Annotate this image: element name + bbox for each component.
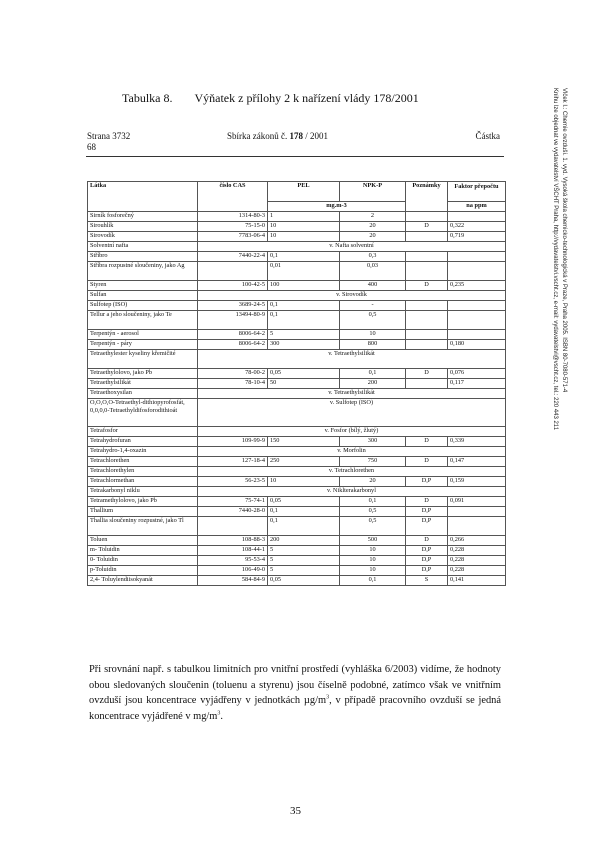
cell-f xyxy=(448,262,506,281)
cell-npk: 0,03 xyxy=(340,262,406,281)
table-caption xyxy=(122,91,419,106)
cell-name: Tellur a jeho sloučeniny, jako Te xyxy=(88,311,198,330)
cell-pel: 10 xyxy=(268,232,340,242)
cell-npk: - xyxy=(340,301,406,311)
cell-cas: 8006-64-2 xyxy=(198,330,268,340)
header-npk: NPK-P xyxy=(340,182,406,202)
cell-f: 0,117 xyxy=(448,379,506,389)
cell-cas xyxy=(198,262,268,281)
cell-pozn: D,P xyxy=(406,517,448,536)
cell-pozn: D xyxy=(406,437,448,447)
cell-name: Tetrahydrofuran xyxy=(88,437,198,447)
table-row xyxy=(88,301,506,311)
header-part: Částka xyxy=(475,131,500,141)
cell-npk: 500 xyxy=(340,536,406,546)
cell-pozn: D xyxy=(406,369,448,379)
cell-pel: 150 xyxy=(268,437,340,447)
cell-pozn: D xyxy=(406,222,448,232)
cell-pozn xyxy=(406,252,448,262)
cell-name: m- Toluidin xyxy=(88,546,198,556)
paragraph-part1: Při srovnání např. s tabulkou limitních pro vnitřní prostředí (vyhláška 6/2003) vidíme, že hodnoty obou sledovaných sloučenin (toluenu a styrenu) jsou číselně podobné, zatímco však ve vnitřním ovzduší jsou koncentrace vyjádřeny v jednotkách µg/m xyxy=(89,664,501,706)
header-unit-mg: mg.m-3 xyxy=(268,202,406,212)
cell-cas: 56-23-5 xyxy=(198,477,268,487)
limits-table xyxy=(87,181,506,586)
cell-pozn: D xyxy=(406,457,448,467)
cell-pozn xyxy=(406,330,448,340)
cell-cas: 7440-22-4 xyxy=(198,252,268,262)
cell-npk: 10 xyxy=(340,556,406,566)
cell-span: v. Tetraethylsilikát xyxy=(198,350,506,369)
cell-npk: 10 xyxy=(340,546,406,556)
cell-pozn xyxy=(406,311,448,330)
cell-f: 0,180 xyxy=(448,340,506,350)
table-row xyxy=(88,566,506,576)
cell-cas: 3689-24-5 xyxy=(198,301,268,311)
cell-pel: 5 xyxy=(268,546,340,556)
table-row xyxy=(88,507,506,517)
table-row xyxy=(88,576,506,586)
cell-f: 0,339 xyxy=(448,437,506,447)
cell-name: Stříbro xyxy=(88,252,198,262)
cell-f: 0,091 xyxy=(448,497,506,507)
cell-name: O,O,O,O-Tetraethyl-dithiopyrofosfát, 0,0,0,0-Tetraethyldifosforodithioát xyxy=(88,399,198,427)
header-divider xyxy=(86,156,504,157)
cell-f: 0,159 xyxy=(448,477,506,487)
table-row xyxy=(88,369,506,379)
cell-name: Thallium xyxy=(88,507,198,517)
cell-cas: 584-84-9 xyxy=(198,576,268,586)
cell-cas: 100-42-5 xyxy=(198,281,268,291)
cell-f: 0,076 xyxy=(448,369,506,379)
cell-pozn xyxy=(406,301,448,311)
cell-span: v. Sulfotep (ISO) xyxy=(198,399,506,427)
cell-name: Sirník fosforečný xyxy=(88,212,198,222)
cell-f: 0,141 xyxy=(448,576,506,586)
cell-name: Tetraethoxysilan xyxy=(88,389,198,399)
cell-f: 0,719 xyxy=(448,232,506,242)
cell-name: Terpentýn - páry xyxy=(88,340,198,350)
cell-span: v. Fosfor (bílý, žlutý) xyxy=(198,427,506,437)
table-row xyxy=(88,212,506,222)
body-paragraph xyxy=(89,662,501,724)
cell-f xyxy=(448,311,506,330)
cell-name: Tetrafosfor xyxy=(88,427,198,437)
cell-name: Sirovodík xyxy=(88,232,198,242)
table-row xyxy=(88,427,506,437)
cell-name: Solventní nafta xyxy=(88,242,198,252)
cell-pozn: D,P xyxy=(406,477,448,487)
cell-pel: 0,05 xyxy=(268,369,340,379)
cell-npk: 0,5 xyxy=(340,507,406,517)
cell-pel: 100 xyxy=(268,281,340,291)
table-row xyxy=(88,536,506,546)
cell-span: v. Tetraethylsilikát xyxy=(198,389,506,399)
cell-pozn: D xyxy=(406,536,448,546)
cell-npk: 0,1 xyxy=(340,497,406,507)
cell-cas: 75-15-0 xyxy=(198,222,268,232)
table-body xyxy=(88,212,506,586)
cell-npk: 800 xyxy=(340,340,406,350)
cell-pozn xyxy=(406,212,448,222)
cell-pozn: D xyxy=(406,281,448,291)
cell-name: 0- Toluidin xyxy=(88,556,198,566)
cell-name: Sulfan xyxy=(88,291,198,301)
cell-f xyxy=(448,507,506,517)
cell-span: v. Nafta solventní xyxy=(198,242,506,252)
header-page: Strana 3732 xyxy=(87,131,131,141)
cell-npk: 2 xyxy=(340,212,406,222)
cell-name: Tetrakarbonyl niklu xyxy=(88,487,198,497)
cell-f: 0,228 xyxy=(448,546,506,556)
cell-cas xyxy=(198,517,268,536)
cell-pel: 0,1 xyxy=(268,507,340,517)
cell-npk: 10 xyxy=(340,566,406,576)
table-row xyxy=(88,389,506,399)
cell-name: Tetraethylolovo, jako Pb xyxy=(88,369,198,379)
cell-cas: 78-10-4 xyxy=(198,379,268,389)
table-row xyxy=(88,291,506,301)
side-citation-line2: Knihu lze objednat ve vydavatelství VŠCHT Praha, http://vydavatelstvi.vscht.cz, e-mail: vydavatelstvi@vscht.cz, tel.: 220 443 211 xyxy=(552,88,558,431)
cell-cas: 106-49-0 xyxy=(198,566,268,576)
cell-name: Terpentýn - aerosol xyxy=(88,330,198,340)
cell-pozn: S xyxy=(406,576,448,586)
cell-name: p-Toluidin xyxy=(88,566,198,576)
cell-name: Tetramethylolovo, jako Pb xyxy=(88,497,198,507)
header-pel: PEL xyxy=(268,182,340,202)
cell-cas: 108-44-1 xyxy=(198,546,268,556)
paragraph-sup2: 3 xyxy=(217,710,221,717)
cell-pel: 0,1 xyxy=(268,311,340,330)
cell-pozn xyxy=(406,232,448,242)
cell-name: Tetrachlormethan xyxy=(88,477,198,487)
cell-f: 0,147 xyxy=(448,457,506,467)
cell-name: 2,4- Toluylendiisokyanát xyxy=(88,576,198,586)
cell-name: Tetrachlorethylen xyxy=(88,467,198,477)
table-row xyxy=(88,477,506,487)
cell-name: Tetrachlorethen xyxy=(88,457,198,467)
cell-pel: 300 xyxy=(268,340,340,350)
cell-pozn: D,P xyxy=(406,556,448,566)
page-number: 35 xyxy=(290,805,301,817)
cell-f: 0,322 xyxy=(448,222,506,232)
cell-cas: 13494-80-9 xyxy=(198,311,268,330)
cell-cas: 109-99-9 xyxy=(198,437,268,447)
cell-cas: 8006-64-2 xyxy=(198,340,268,350)
cell-f: 0,228 xyxy=(448,566,506,576)
cell-pozn xyxy=(406,379,448,389)
table-row xyxy=(88,487,506,497)
cell-pozn xyxy=(406,262,448,281)
paragraph-sup1: 3 xyxy=(326,694,330,701)
cell-span: v. Morfolin xyxy=(198,447,506,457)
table-row xyxy=(88,437,506,447)
table-row xyxy=(88,281,506,291)
table-row xyxy=(88,497,506,507)
header-unit-ppm: na ppm xyxy=(448,202,506,212)
cell-pel: 10 xyxy=(268,477,340,487)
cell-pel: 0,1 xyxy=(268,301,340,311)
cell-pozn: D,P xyxy=(406,546,448,556)
cell-pel: 0,05 xyxy=(268,497,340,507)
cell-cas: 127-18-4 xyxy=(198,457,268,467)
cell-pel: 0,01 xyxy=(268,262,340,281)
cell-name: Sulfotep (ISO) xyxy=(88,301,198,311)
cell-pozn: D,P xyxy=(406,566,448,576)
cell-f xyxy=(448,330,506,340)
table-row xyxy=(88,350,506,369)
cell-cas: 7783-06-4 xyxy=(198,232,268,242)
cell-pozn: D xyxy=(406,497,448,507)
table-row xyxy=(88,399,506,427)
cell-f: 0,228 xyxy=(448,556,506,566)
cell-cas: 78-00-2 xyxy=(198,369,268,379)
cell-pel: 1 xyxy=(268,212,340,222)
cell-pel: 5 xyxy=(268,566,340,576)
cell-name: Stříbra rozpustné sloučeniny, jako Ag xyxy=(88,262,198,281)
cell-pozn: D,P xyxy=(406,507,448,517)
table-row xyxy=(88,311,506,330)
cell-f xyxy=(448,252,506,262)
cell-f xyxy=(448,301,506,311)
cell-pel: 0,1 xyxy=(268,252,340,262)
cell-npk: 0,3 xyxy=(340,252,406,262)
table-row xyxy=(88,252,506,262)
cell-pel: 10 xyxy=(268,222,340,232)
header-page-2: 68 xyxy=(87,142,96,152)
table-row xyxy=(88,556,506,566)
paragraph-part2: , v případě pracovního ovzduší se jedná koncentrace vyjádřené v mg/m xyxy=(89,695,501,722)
table-row xyxy=(88,467,506,477)
cell-cas: 75-74-1 xyxy=(198,497,268,507)
cell-npk: 10 xyxy=(340,330,406,340)
cell-npk: 0,5 xyxy=(340,517,406,536)
cell-pel: 200 xyxy=(268,536,340,546)
table-row xyxy=(88,517,506,536)
cell-npk: 20 xyxy=(340,232,406,242)
table-row xyxy=(88,222,506,232)
cell-cas: 7440-28-0 xyxy=(198,507,268,517)
cell-name: Tetrahydro-1,4-oxazin xyxy=(88,447,198,457)
cell-npk: 400 xyxy=(340,281,406,291)
cell-cas: 95-53-4 xyxy=(198,556,268,566)
header-latka: Látka xyxy=(88,182,198,212)
paragraph-part3: . xyxy=(220,710,223,722)
table-row xyxy=(88,262,506,281)
cell-npk: 750 xyxy=(340,457,406,467)
side-citation-line1: Vlček I.: Chemie ovzduší. 1. vyd. Vysoká škola chemicko-technologická v Praze, Praha 2005. ISBN 80-7080-571-4 xyxy=(561,88,567,393)
cell-span: v. Sirovodík xyxy=(198,291,506,301)
table-row xyxy=(88,232,506,242)
header-collection: Sbírka zákonů č. 178 / 2001 xyxy=(227,131,328,141)
caption-label: Tabulka 8. xyxy=(122,91,173,105)
cell-npk: 20 xyxy=(340,477,406,487)
cell-span: v. Tetrachlorethen xyxy=(198,467,506,477)
table-row xyxy=(88,340,506,350)
caption-text: Výňatek z přílohy 2 k nařízení vlády 178/2001 xyxy=(194,91,419,105)
header-cas: číslo CAS xyxy=(198,182,268,212)
cell-cas: 108-88-3 xyxy=(198,536,268,546)
cell-name: Tetraethylester kyseliny křemičité xyxy=(88,350,198,369)
cell-npk: 200 xyxy=(340,379,406,389)
header-poznamky: Poznámky xyxy=(406,182,448,212)
table-row xyxy=(88,379,506,389)
cell-name: Toluen xyxy=(88,536,198,546)
cell-name: Sirouhlík xyxy=(88,222,198,232)
cell-name: Tetraethylsilikát xyxy=(88,379,198,389)
table-row xyxy=(88,546,506,556)
cell-cas: 1314-80-3 xyxy=(198,212,268,222)
cell-pel: 0,05 xyxy=(268,576,340,586)
cell-npk: 0,1 xyxy=(340,369,406,379)
cell-npk: 20 xyxy=(340,222,406,232)
table-row xyxy=(88,457,506,467)
header-faktor: Faktor přepočtu xyxy=(448,182,506,202)
cell-f xyxy=(448,517,506,536)
cell-pel: 5 xyxy=(268,330,340,340)
cell-f: 0,266 xyxy=(448,536,506,546)
side-citation xyxy=(550,88,568,678)
cell-npk: 0,1 xyxy=(340,576,406,586)
cell-name: Styren xyxy=(88,281,198,291)
cell-f: 0,235 xyxy=(448,281,506,291)
cell-pel: 250 xyxy=(268,457,340,467)
cell-pel: 0,1 xyxy=(268,517,340,536)
cell-npk: 300 xyxy=(340,437,406,447)
cell-name: Thallia sloučeniny rozpustné, jako Tl xyxy=(88,517,198,536)
cell-pel: 50 xyxy=(268,379,340,389)
cell-pozn xyxy=(406,340,448,350)
cell-f xyxy=(448,212,506,222)
cell-span: v. Niklterakarbonyl xyxy=(198,487,506,497)
table-row xyxy=(88,330,506,340)
table-row xyxy=(88,242,506,252)
table-row xyxy=(88,447,506,457)
cell-npk: 0,5 xyxy=(340,311,406,330)
cell-pel: 5 xyxy=(268,556,340,566)
